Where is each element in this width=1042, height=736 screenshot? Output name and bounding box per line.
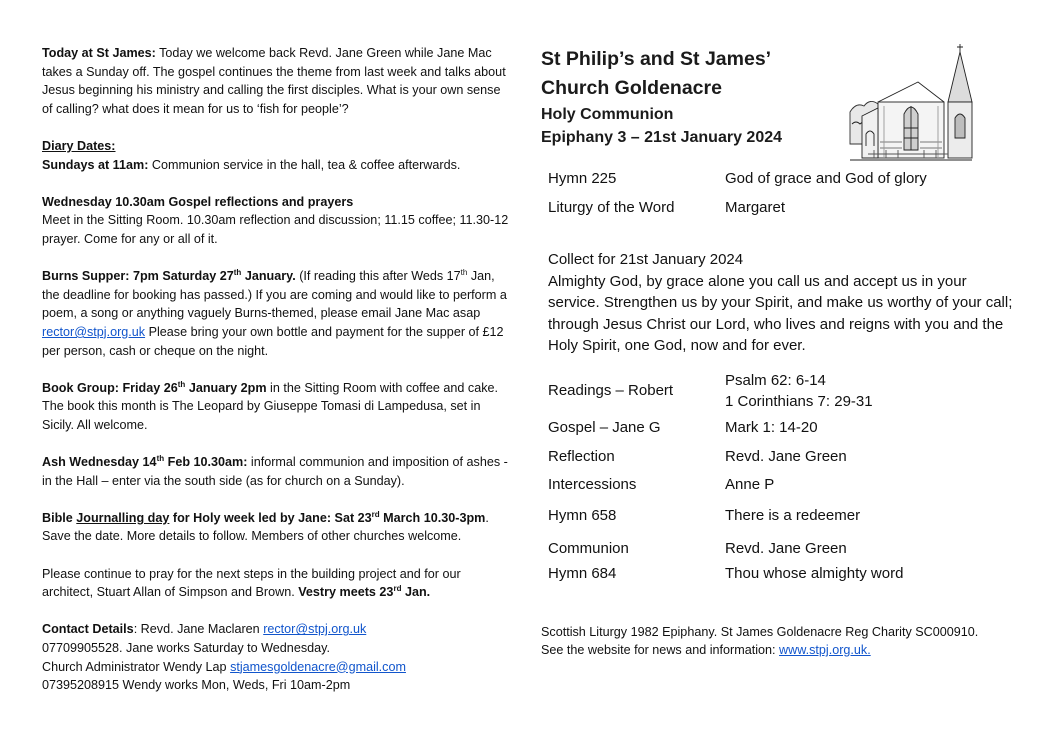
- wednesday-notice: Wednesday 10.30am Gospel reflections and prayers Meet in the Sitting Room. 10.30am reflection and discussion; 11.15 coffee; 11.30-12 prayer. Come for any or all of it.: [42, 194, 509, 246]
- service-title: [541, 45, 841, 149]
- service-detail: There is a redeemer: [725, 507, 861, 524]
- collect: [548, 249, 1018, 357]
- service-detail: Revd. Jane Green: [725, 540, 847, 557]
- footer-liturgy-charity: Scottish Liturgy 1982 Epiphany. St James Goldenacre Reg Charity SC000910.: [541, 625, 979, 639]
- service-row: [548, 539, 1018, 561]
- service-order-bottom: [548, 370, 1018, 586]
- ash-wednesday-notice: Ash Wednesday 14th Feb 10.30am: informal communion and imposition of ashes - in the Hall – enter via the south side (as for church on a Sunday).: [42, 453, 508, 488]
- service-detail: Mark 1: 14-20: [725, 419, 818, 436]
- service-order-top: [548, 168, 1018, 219]
- service-row: [548, 447, 1018, 469]
- footer: [541, 623, 1011, 659]
- reading-1: Psalm 62: 6-14: [725, 372, 826, 389]
- contact-details: Contact Details: Revd. Jane Maclaren rector@stpj.org.uk 07709905528. Jane works Saturday to Wednesday. Church Administrator Wendy Lap stjamesgoldenacre@gmail.com 07395208915 Wendy works Mon, Weds, Fri 10am-2pm: [42, 622, 406, 693]
- book-group-notice: Book Group: Friday 26th January 2pm in the Sitting Room with coffee and cake. The book this month is The Leopard by Giuseppe Tomasi di Lampedusa, set in Sicily. All welcome.: [42, 379, 499, 432]
- service-detail: God of grace and God of glory: [725, 170, 927, 187]
- church-illustration: [848, 42, 974, 164]
- service-detail: Revd. Jane Green: [725, 448, 847, 465]
- service-row: [548, 506, 1018, 528]
- sundays-notice: Sundays at 11am: Communion service in the hall, tea & coffee afterwards.: [42, 157, 461, 172]
- today-notice: Today at St James: Today we welcome back Revd. Jane Green while Jane Mac takes a Sunday off. The gospel continues the theme from last week and talks about Jesus beginning his ministry and calling the first disciples. What is your own sense of calling? what does it mean for us to ‘fish for people’?: [42, 46, 506, 116]
- service-row: [548, 168, 1018, 190]
- service-type: Holy Communion: [541, 106, 674, 123]
- website-link[interactable]: www.stpj.org.uk.: [779, 643, 871, 657]
- bible-journalling-notice: Bible Journalling day for Holy week led by Jane: Sat 23rd March 10.30-3pm. Save the date. More details to follow. Members of other churches welcome.: [42, 509, 489, 544]
- service-item: Hymn 684: [548, 565, 617, 582]
- service-item: Gospel – Jane G: [548, 419, 661, 436]
- service-item: Hymn 225: [548, 170, 617, 187]
- service-item: Liturgy of the Word: [548, 199, 675, 216]
- prayer-notice: Please continue to pray for the next steps in the building project and for our architect, Stuart Allan of Simpson and Brown. Vestry meets 23rd Jan.: [42, 566, 461, 600]
- service-item: Intercessions: [548, 476, 637, 493]
- church-name-line1: St Philip’s and St James’: [541, 48, 772, 70]
- readings-row: [548, 370, 1018, 412]
- service-detail: Thou whose almighty word: [725, 565, 904, 582]
- church-name-line2: Church Goldenacre: [541, 77, 722, 99]
- rector-email-link[interactable]: rector@stpj.org.uk: [263, 622, 367, 637]
- service-date: Epiphany 3 – 21st January 2024: [541, 129, 783, 146]
- service-row: [548, 564, 1018, 586]
- burns-email-link[interactable]: rector@stpj.org.uk: [42, 324, 146, 339]
- service-row: [548, 197, 1018, 219]
- readings-label: Readings – Robert: [548, 382, 674, 399]
- footer-website-line: See the website for news and information: www.stpj.org.uk.: [541, 643, 871, 657]
- service-item: Communion: [548, 540, 629, 557]
- service-item: Reflection: [548, 448, 615, 465]
- service-detail: Anne P: [725, 476, 775, 493]
- burns-supper-notice: Burns Supper: 7pm Saturday 27th January. (If reading this after Weds 17th Jan, the deadline for booking has passed.) If you are coming and would like to perform a poem, a song or anything vaguely Burns-themed, please email Jane Mac asap rector@stpj.org.uk Please bring your own bottle and payment for the supper of £12 per person, cash or cheque on the night.: [42, 267, 507, 358]
- collect-title: Collect for 21st January 2024: [548, 251, 744, 268]
- service-row: [548, 418, 1018, 440]
- service-item: Hymn 658: [548, 507, 617, 524]
- collect-text: Almighty God, by grace alone you call us and accept us in your service. Strengthen us by your Spirit, and make us worthy of your call; through Jesus Christ our Lord, who lives and reigns with you and the Holy Spirit, one God, now and for ever.: [548, 272, 1013, 355]
- admin-email-link[interactable]: stjamesgoldenacre@gmail.com: [230, 659, 406, 674]
- service-detail: Margaret: [725, 199, 786, 216]
- reading-2: 1 Corinthians 7: 29-31: [725, 393, 873, 410]
- notices-column: [42, 44, 512, 695]
- service-row: [548, 475, 1018, 497]
- diary-heading: Diary Dates:: [42, 138, 116, 153]
